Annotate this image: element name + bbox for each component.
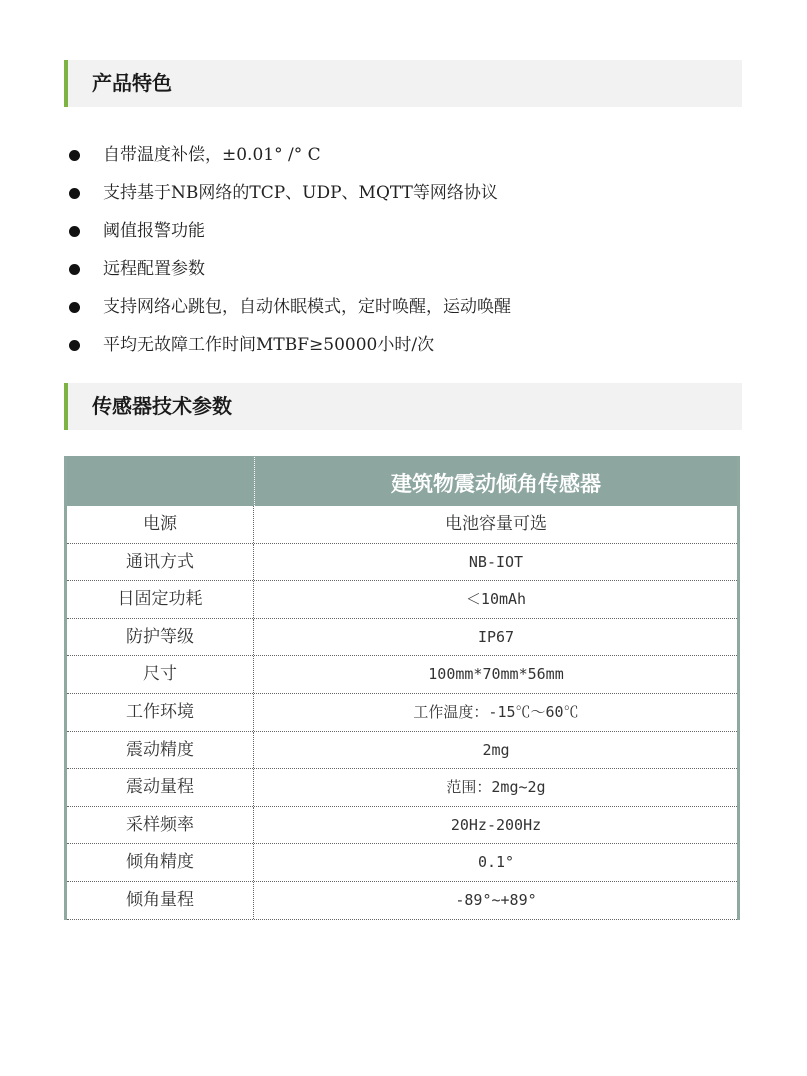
feature-item (64, 136, 744, 174)
bullet-icon (69, 150, 80, 161)
feature-text: 支持基于NB网络的TCP、UDP、MQTT等网络协议 (103, 183, 498, 203)
feature-text: 平均无故障工作时间MTBF≥50000小时/次 (103, 335, 435, 355)
bullet-icon (69, 302, 80, 313)
table-header-title: 建筑物震动倾角传感器 (391, 472, 601, 496)
row-value: ＜10mAh (465, 590, 527, 609)
feature-text: 支持网络心跳包，自动休眠模式，定时唤醒，运动唤醒 (103, 297, 511, 317)
bullet-icon (69, 264, 80, 275)
row-value: 100mm*70mm*56mm (428, 665, 564, 684)
table-row (67, 544, 737, 582)
row-value: NB-IOT (468, 552, 524, 571)
row-value: 20Hz-200Hz (450, 815, 542, 834)
row-value: IP67 (477, 627, 515, 646)
row-label: 日固定功耗 (67, 581, 254, 618)
row-label: 采样频率 (67, 807, 254, 844)
bullet-icon (69, 188, 80, 199)
table-row (67, 581, 737, 619)
row-label: 倾角精度 (67, 844, 254, 881)
row-value: 0.1° (477, 853, 515, 872)
table-row (67, 844, 737, 882)
row-label: 防护等级 (67, 619, 254, 656)
row-label: 工作环境 (67, 694, 254, 731)
table-row (67, 882, 737, 920)
row-value: -89°~+89° (455, 890, 537, 909)
feature-item (64, 174, 744, 212)
specs-section-header (64, 383, 742, 430)
table-header (67, 456, 737, 506)
feature-item (64, 326, 744, 364)
features-section-title: 产品特色 (92, 71, 172, 95)
table-row (67, 769, 737, 807)
bullet-icon (69, 226, 80, 237)
specs-section-title: 传感器技术参数 (92, 394, 232, 418)
table-row (67, 656, 737, 694)
row-value: 范围：2mg~2g (446, 778, 546, 797)
feature-list (64, 136, 744, 364)
feature-item (64, 250, 744, 288)
row-label: 尺寸 (67, 656, 254, 693)
row-label: 震动精度 (67, 732, 254, 769)
feature-text: 阈值报警功能 (103, 221, 205, 241)
bullet-icon (69, 340, 80, 351)
feature-item (64, 288, 744, 326)
row-value: 工作温度：-15℃～60℃ (413, 702, 579, 721)
feature-text: 远程配置参数 (103, 259, 205, 279)
table-row (67, 619, 737, 657)
spec-table (64, 456, 740, 920)
table-row (67, 732, 737, 770)
row-label: 倾角量程 (67, 882, 254, 919)
row-value: 2mg (482, 740, 510, 759)
table-row (67, 694, 737, 732)
feature-text: 自带温度补偿，±0.01° /° C (103, 145, 321, 165)
features-section-header (64, 60, 742, 107)
row-label: 震动量程 (67, 769, 254, 806)
row-label: 电源 (67, 506, 254, 543)
row-label: 通讯方式 (67, 544, 254, 581)
row-value: 电池容量可选 (445, 514, 547, 534)
feature-item (64, 212, 744, 250)
table-row (67, 807, 737, 845)
table-row (67, 506, 737, 544)
